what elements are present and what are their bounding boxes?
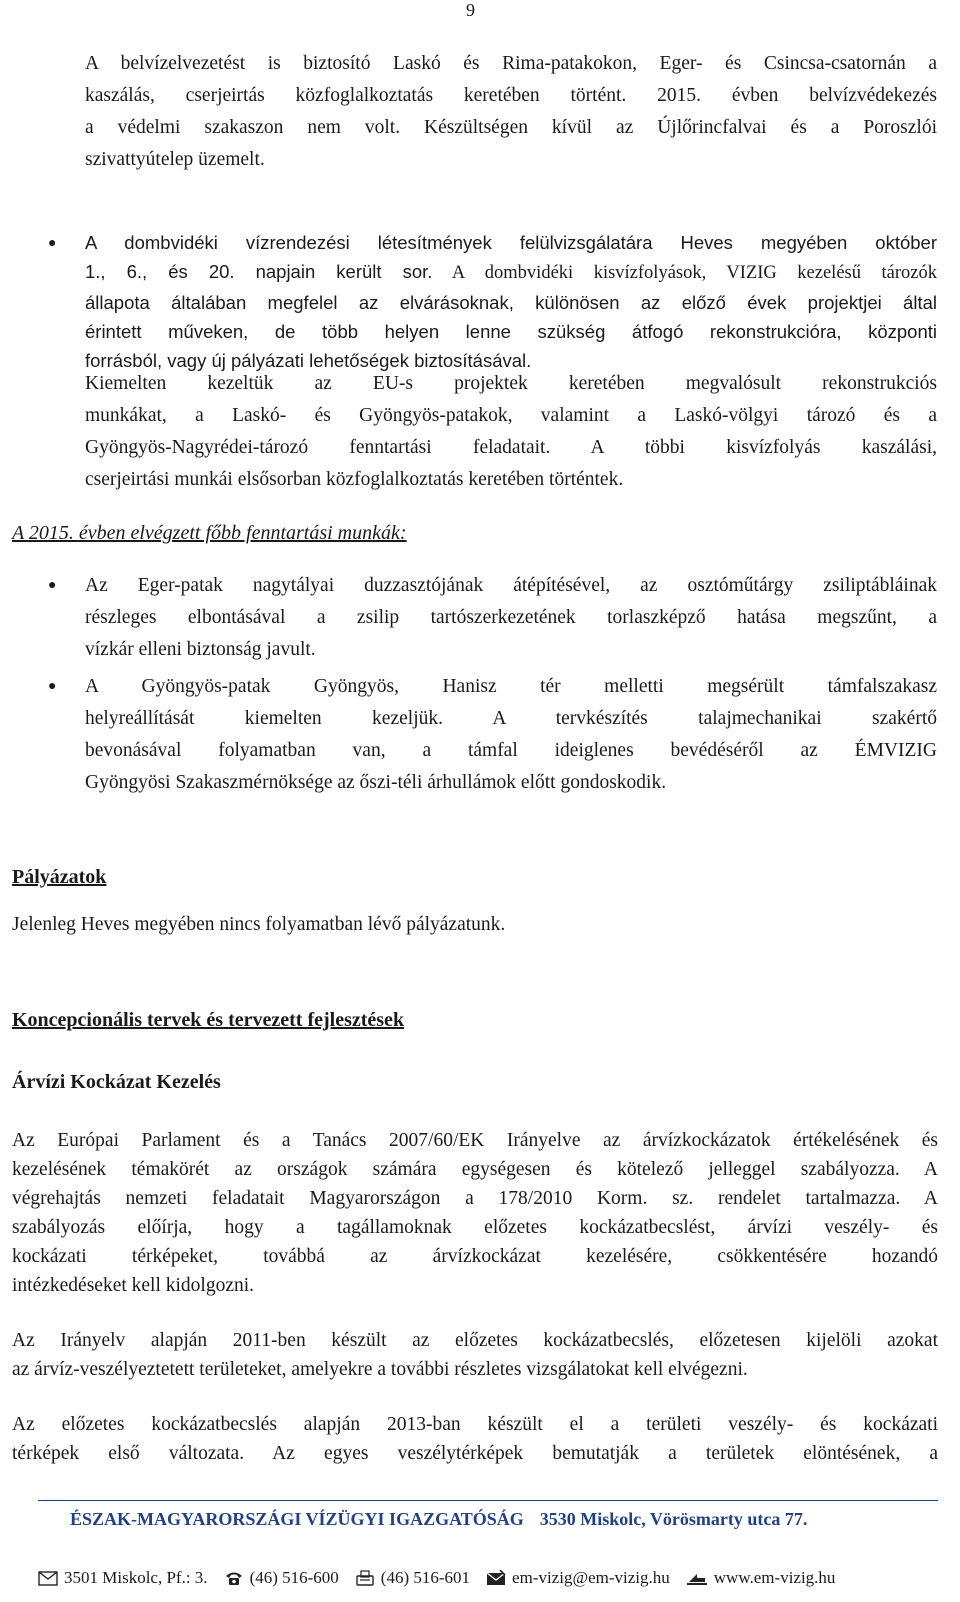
text-line: Gyöngyös-Nagyrédei-tározó fenntartási feladatait. A többi kisvízfolyás kaszálási,: [85, 437, 937, 458]
web-icon: [686, 1570, 708, 1586]
bullet-icon: ●: [48, 679, 57, 694]
bullet-paragraph-dombvideki: [85, 228, 937, 375]
text-line: Gyöngyösi Szakaszmérnöksége az őszi-téli árhullámok előtt gondoskodik.: [85, 772, 667, 793]
envelope-icon: [38, 1571, 58, 1586]
email-icon: [486, 1570, 506, 1586]
works-bullet-gyongyos: [85, 671, 937, 799]
footer-contacts: [38, 1568, 851, 1588]
text-line: 1., 6., és 20. napjain került sor. A dombvidéki kisvízfolyások, VIZIG kezelésű tározók: [85, 261, 937, 283]
text-line: vízkár elleni biztonság javult.: [85, 639, 316, 660]
footer-organization: [70, 1509, 807, 1530]
footer-mail: [38, 1568, 208, 1588]
kiemelten-paragraph: [85, 368, 937, 496]
text-line: térképek első változata. Az egyes veszélytérképek bemutatják a területek elöntésének, a: [12, 1443, 938, 1464]
text-line: szabályozás előírja, hogy a tagállamoknak előzetes kockázatbecslést, árvízi veszély- és: [12, 1217, 938, 1238]
text-line: munkákat, a Laskó- és Gyöngyös-patakok, valamint a Laskó-völgyi tározó és a: [85, 405, 937, 426]
footer-email: [486, 1568, 670, 1588]
footer-address: 3530 Miskolc, Vörösmarty utca 77.: [539, 1509, 808, 1529]
text-line: A dombvidéki vízrendezési létesítmények felülvizsgálatára Heves megyében október: [85, 232, 937, 253]
works-bullet-eger: [85, 570, 937, 666]
text-line: állapota általában megfelel az elvárásoknak, különösen az előző évek projektjei által: [85, 292, 937, 313]
text-line: Az Eger-patak nagytályai duzzasztójának átépítésével, az osztóműtárgy zsiliptábláinak: [85, 575, 937, 596]
text-line: végrehajtás nemzeti feladatait Magyarországon a 178/2010 Korm. sz. rendelet tartalmazza. A: [12, 1188, 938, 1209]
koncepcio-paragraph-2: [12, 1326, 938, 1384]
footer-fax: [355, 1568, 470, 1588]
koncepcio-paragraph-1: [12, 1126, 938, 1300]
works-heading: A 2015. évben elvégzett főbb fenntartási munkák:: [12, 522, 407, 544]
palyazatok-text: Jelenleg Heves megyében nincs folyamatban lévő pályázatunk.: [12, 914, 506, 935]
arvizi-subheading: Árvízi Kockázat Kezelés: [12, 1071, 221, 1093]
text-line: Kiemelten kezeltük az EU-s projektek keretében megvalósult rekonstrukciós: [85, 373, 937, 394]
koncepcio-paragraph-3: [12, 1410, 938, 1468]
footer-divider: [38, 1500, 938, 1501]
intro-paragraph: [85, 48, 937, 176]
text-line: intézkedéseket kell kidolgozni.: [12, 1275, 255, 1296]
footer-email-text[interactable]: em-vizig@em-vizig.hu: [512, 1568, 670, 1587]
footer-web-text[interactable]: www.em-vizig.hu: [713, 1568, 836, 1587]
footer-mail-text: 3501 Miskolc, Pf.: 3.: [64, 1568, 208, 1587]
page-number: 9: [466, 0, 475, 20]
text-line: érintett műveken, de több helyen lenne szükség átfogó rekonstrukcióra, központi: [85, 321, 937, 342]
text-line: A belvízelvezetést is biztosító Laskó és Rima-patakokon, Eger- és Csincsa-csatornán a: [85, 53, 937, 74]
footer-phone: [224, 1568, 339, 1588]
text-line: kezelésének témakörét az országok számára egységesen és kötelező jelleggel szabályozza. A: [12, 1159, 938, 1180]
text-line: kockázati térképeket, továbbá az árvízkockázat kezelésére, csökkentésére hozandó: [12, 1246, 938, 1267]
text-line: a védelmi szakaszon nem volt. Készültségen kívül az Újlőrincfalvai és a Poroszlói: [85, 117, 937, 138]
text-line: Az Irányelv alapján 2011-ben készült az előzetes kockázatbecslés, előzetesen kijelöli azokat: [12, 1330, 938, 1351]
text-line: forrásból, vagy új pályázati lehetőségek biztosításával.: [85, 350, 532, 371]
footer-org-name: ÉSZAK-MAGYARORSZÁGI VÍZÜGYI IGAZGATÓSÁG: [70, 1509, 524, 1529]
koncepcio-heading: Koncepcionális tervek és tervezett fejlesztések: [12, 1009, 405, 1031]
text-line: A Gyöngyös-patak Gyöngyös, Hanisz tér melletti megsérült támfalszakasz: [85, 676, 937, 697]
palyazatok-heading: Pályázatok: [12, 866, 107, 888]
text-line: az árvíz-veszélyeztetett területeket, amelyekre a további részletes vizsgálatokat kell elvégezni.: [12, 1359, 748, 1380]
text-line: kaszálás, cserjeirtás közfoglalkoztatás keretében történt. 2015. évben belvízvédekezés: [85, 85, 937, 106]
bullet-icon: ●: [48, 236, 57, 251]
text-line: cserjeirtási munkái elsősorban közfoglalkoztatás keretében történtek.: [85, 469, 624, 490]
text-line: Az Európai Parlament és a Tanács 2007/60/EK Irányelve az árvízkockázatok értékelésének és: [12, 1130, 938, 1151]
text-line: bevonásával folyamatban van, a támfal ideiglenes bevédéséről az ÉMVIZIG: [85, 740, 937, 761]
bullet-icon: ●: [48, 578, 57, 593]
text-line: Az előzetes kockázatbecslés alapján 2013-ban készült el a területi veszély- és kockázati: [12, 1414, 938, 1435]
text-line: helyreállítását kiemelten kezeljük. A tervkészítés talajmechanikai szakértő: [85, 708, 937, 729]
text-line: részleges elbontásával a zsilip tartószerkezetének torlaszképző hatása megszűnt, a: [85, 607, 937, 628]
fax-icon: [355, 1570, 375, 1586]
telephone-icon: [224, 1570, 244, 1586]
footer-phone-text: (46) 516-600: [249, 1568, 339, 1587]
footer-fax-text: (46) 516-601: [380, 1568, 471, 1587]
footer-web: [686, 1568, 836, 1588]
text-line: szivattyútelep üzemelt.: [85, 149, 265, 170]
